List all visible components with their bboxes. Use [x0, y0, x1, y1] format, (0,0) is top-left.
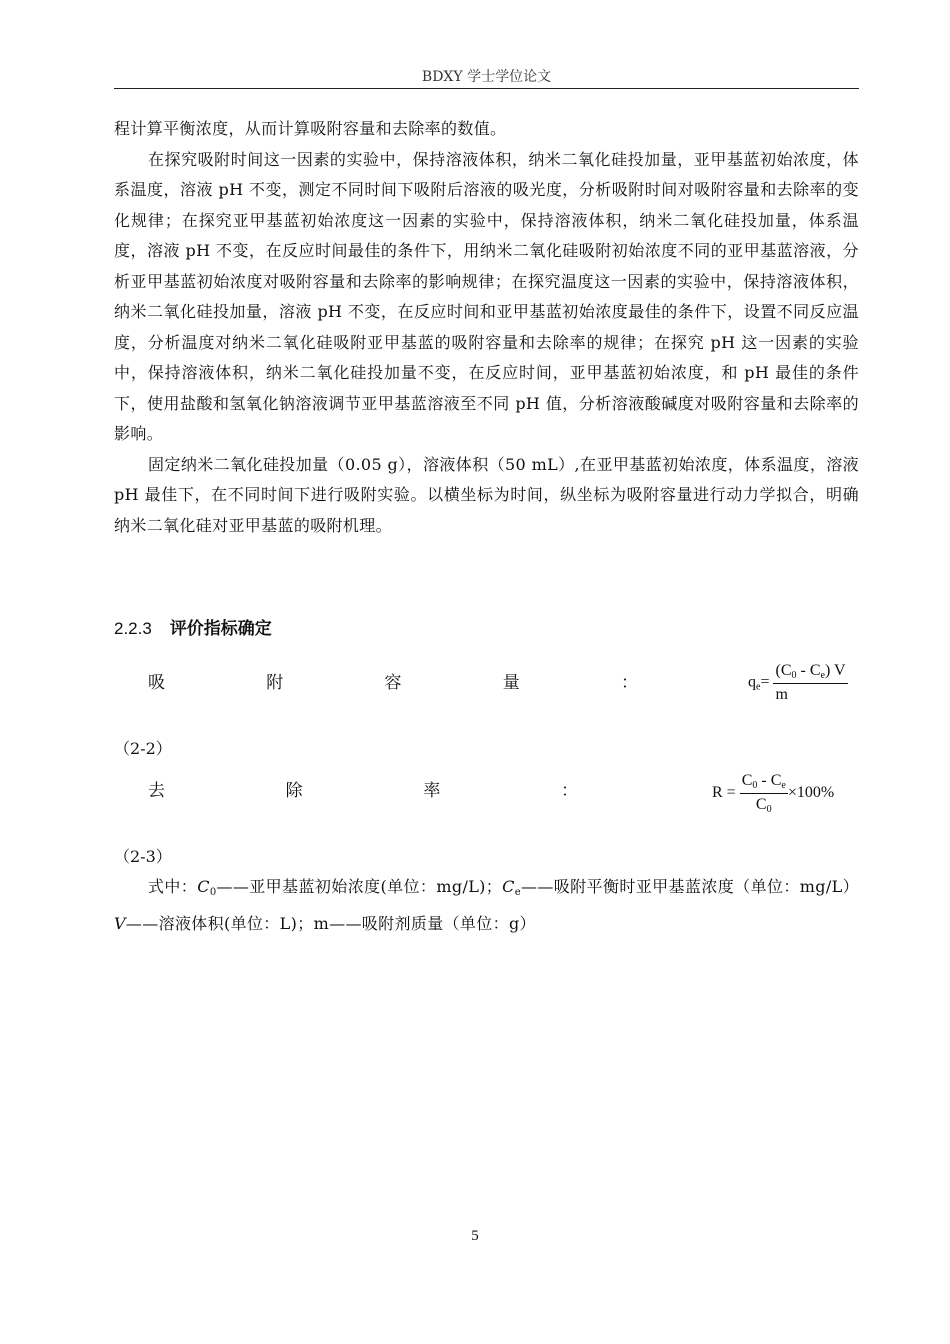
fraction-qe	[773, 662, 847, 704]
formula-removal-rate-row	[114, 772, 859, 836]
equation-number-2-3: （2-3）	[114, 847, 172, 866]
running-header: BDXY 学士学位论文	[114, 66, 859, 89]
formula-label-removal-rate: 去 除 率 ：	[148, 781, 578, 801]
variable-definitions: 式中：$C_0——$亚甲基蓝初始浓度(单位：mg/L)；$C_e——$吸附平衡时亚甲基蓝浓度（单位：mg/L）V——溶液体积(单位：L)；m——吸附剂质量（单位：g）	[114, 877, 859, 933]
body-text	[114, 114, 859, 541]
numerator-r: $C_0 - C_e$	[740, 772, 788, 794]
page-number: 5	[471, 1228, 479, 1244]
section-heading	[114, 614, 859, 644]
denominator-r: $C_0$	[755, 796, 772, 815]
formula-notes	[114, 872, 859, 939]
paragraph-kinetics: 固定纳米二氧化硅投加量（0.05 g），溶液体积（50 mL）,在亚甲基蓝初始浓度，体系温度，溶液 pH 最佳下，在不同时间下进行吸附实验。以横坐标为时间，纵坐标为吸附容量进行动力学拟合，明确纳米二氧化硅对亚甲基蓝的吸附机理。	[114, 454, 859, 535]
section-title: 评价指标确定	[169, 619, 272, 639]
equation-number-2-2: （2-2）	[114, 739, 172, 758]
formula-label-adsorption-capacity: 吸 附 容 量 ：	[148, 673, 638, 693]
formula-r: R = $\frac{C_0 - C_e}{C_0}$ ×100%	[712, 772, 835, 815]
paragraph-experiment-design: 在探究吸附时间这一因素的实验中，保持溶液体积，纳米二氧化硅投加量，亚甲基蓝初始浓度，体系温度，溶液 pH 不变，测定不同时间下吸附后溶液的吸光度，分析吸附时间对吸附容量和去除率的变化规律；在探究亚甲基蓝初始浓度这一因素的实验中，保持溶液体积，纳米二氧化硅投加量，体系温度，溶液 pH 不变，在反应时间最佳的条件下，用纳米二氧化硅吸附初始浓度不同的亚甲基蓝溶液，分析亚甲基蓝初始浓度对吸附容量和去除率的影响规律；在探究温度这一因素的实验中，保持溶液体积，纳米二氧化硅投加量，溶液 pH 不变，在反应时间和亚甲基蓝初始浓度最佳的条件下，设置不同反应温度，分析温度对纳米二氧化硅吸附亚甲基蓝的吸附容量和去除率的规律；在探究 pH 这一因素的实验中，保持溶液体积，纳米二氧化硅投加量不变，在反应时间，亚甲基蓝初始浓度，和 pH 最佳的条件下，使用盐酸和氢氧化钠溶液调节亚甲基蓝溶液至不同 pH 值，分析溶液酸碱度对吸附容量和去除率的影响。	[114, 149, 859, 443]
paragraph-continuation: 程计算平衡浓度，从而计算吸附容量和去除率的数值。	[114, 119, 507, 138]
denominator-qe: m	[775, 686, 788, 703]
fraction-r	[740, 772, 788, 815]
formula-adsorption-capacity-row	[114, 662, 859, 728]
numerator-qe: $(C_0 - C_e)$ V	[773, 662, 847, 684]
formula-qe: $q_e=$ $\frac{(C_0 - C_e) V}{m}$	[748, 662, 846, 703]
section-number: 2.2.3	[114, 619, 152, 638]
